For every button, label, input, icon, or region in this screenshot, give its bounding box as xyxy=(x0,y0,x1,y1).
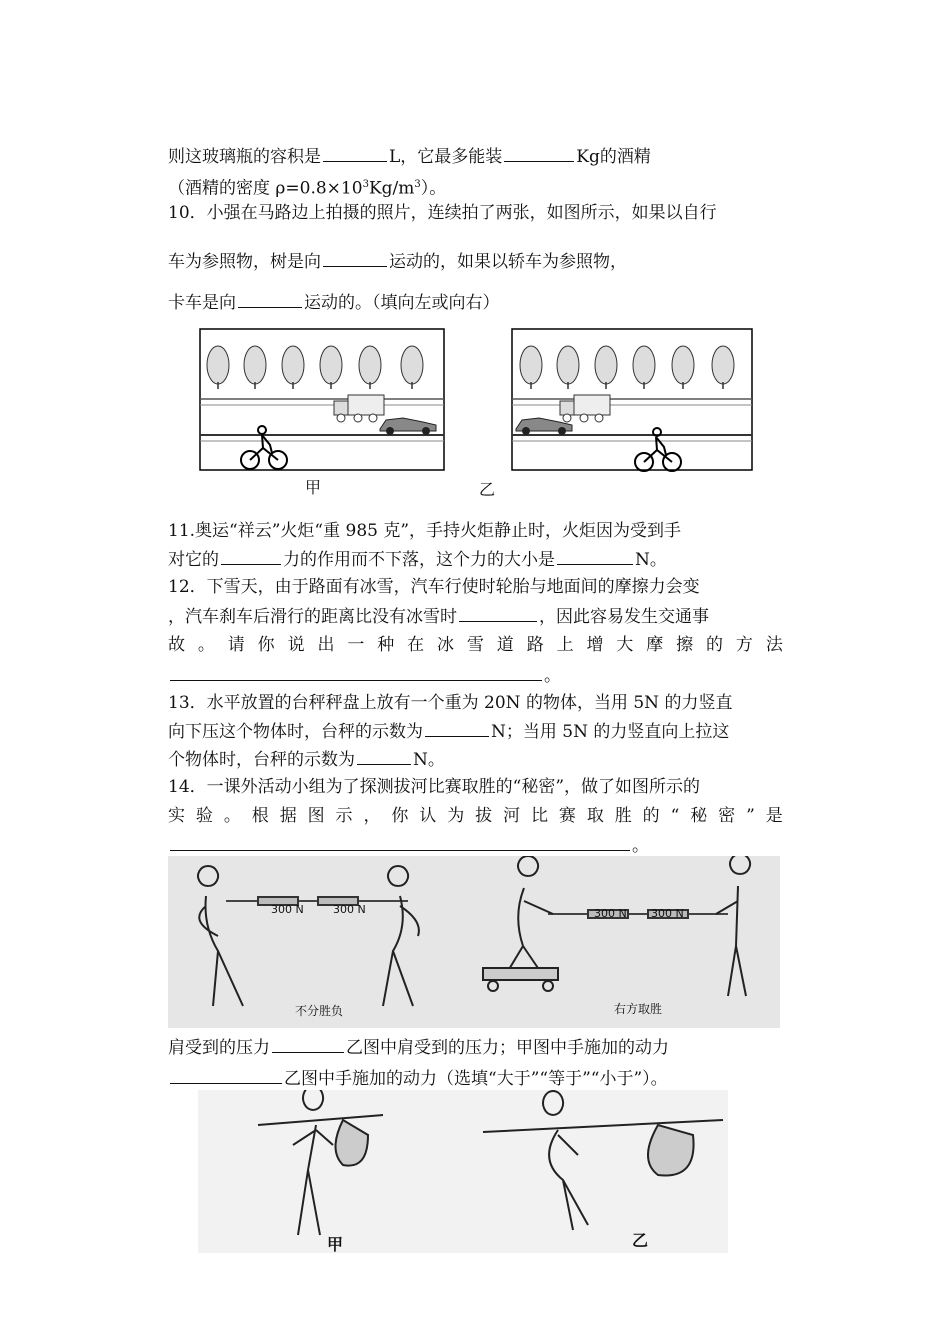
justified-char: 道 xyxy=(496,635,514,655)
justified-char: 一 xyxy=(347,635,365,655)
justified-char: 据 xyxy=(279,806,297,826)
blank-scale-push[interactable] xyxy=(425,720,489,737)
justified-char: 出 xyxy=(317,635,335,655)
justified-char: 种 xyxy=(377,635,395,655)
justified-char: 你 xyxy=(391,806,409,826)
road-panel-left xyxy=(200,329,444,470)
justified-char: 路 xyxy=(526,635,544,655)
justified-char: 比 xyxy=(530,806,548,826)
tug-right-force-1: 300 N xyxy=(594,907,627,920)
road-panel-right xyxy=(512,329,752,471)
q12-line-1: 12．下雪天，由于路面有冰雪，汽车行使时轮胎与地面间的摩擦力会变 xyxy=(168,577,700,597)
justified-char: 验 xyxy=(195,806,213,826)
tug-left-caption: 不分胜负 xyxy=(295,1004,344,1018)
road-label-right: 乙 xyxy=(479,480,496,499)
blank-hand-force[interactable] xyxy=(170,1067,282,1084)
q13-line-1: 13．水平放置的台秤秤盘上放有一个重为 20N 的物体，当用 5N 的力竖直 xyxy=(168,693,733,713)
justified-char: 增 xyxy=(586,635,604,655)
justified-char: 赛 xyxy=(558,806,576,826)
carry-label-left: 甲 xyxy=(327,1235,344,1254)
justified-char: 说 xyxy=(287,635,305,655)
justified-char: 河 xyxy=(503,806,521,826)
blank-force-type[interactable] xyxy=(221,548,281,565)
blank-truck-direction[interactable] xyxy=(238,291,302,308)
tug-left-force-1: 300 N xyxy=(271,903,304,916)
justified-char: 秘 xyxy=(690,806,708,826)
justified-char: 示 xyxy=(335,806,353,826)
q9-line-2: （酒精的密度 $\rho=0.8\times 10^3Kg/m^3$）。 xyxy=(168,178,447,199)
q14-line-2 xyxy=(168,805,783,827)
justified-char: 胜 xyxy=(614,806,632,826)
blank-shoulder-pressure[interactable] xyxy=(272,1036,344,1053)
justified-char: 的 xyxy=(642,806,660,826)
justified-char: “ xyxy=(670,806,680,826)
justified-char: ， xyxy=(363,806,381,826)
q13-line-3: 个物体时，台秤的示数为 N。 xyxy=(168,750,445,770)
justified-char: 冰 xyxy=(437,635,455,655)
justified-char: 为 xyxy=(447,806,465,826)
justified-char: 。 xyxy=(223,806,241,826)
q14-line-3: 。 xyxy=(168,834,649,857)
tug-right-force-2: 300 N xyxy=(651,907,684,920)
justified-char: 擦 xyxy=(676,635,694,655)
q10-line-1: 10．小强在马路边上拍摄的照片，连续拍了两张，如图所示，如果以自行 xyxy=(168,203,717,223)
justified-char: 的 xyxy=(706,635,724,655)
tug-right-caption: 右方取胜 xyxy=(614,1002,663,1016)
blank-mass[interactable] xyxy=(504,145,574,162)
justified-char: 请 xyxy=(227,635,245,655)
q12-line-3 xyxy=(168,634,783,656)
q13-line-2: 向下压这个物体时，台秤的示数为 N；当用 5N 的力竖直向上拉这 xyxy=(168,722,730,742)
q12-line-2: ，汽车刹车后滑行的距离比没有冰雪时 ，因此容易发生交通事 xyxy=(168,607,709,627)
q12-line-4: 。 xyxy=(168,664,561,687)
justified-char: 取 xyxy=(586,806,604,826)
q11-line-2: 对它的 力的作用而不下落，这个力的大小是 N。 xyxy=(168,550,667,570)
q11-line-1: 11.奥运“祥云”火炬“重 985 克”，手持火炬静止时，火炬因为受到手 xyxy=(168,521,682,541)
justified-char: 实 xyxy=(168,806,185,826)
justified-char: 大 xyxy=(616,635,634,655)
q10-line-3: 卡车是向 运动的。（填向左或向右） xyxy=(168,293,500,313)
justified-char: 摩 xyxy=(646,635,664,655)
q10-line-2: 车为参照物，树是向 运动的，如果以轿车为参照物， xyxy=(168,252,627,272)
justified-char: 上 xyxy=(556,635,574,655)
justified-char: 。 xyxy=(197,635,215,655)
justified-char: 图 xyxy=(307,806,325,826)
blank-volume[interactable] xyxy=(323,145,387,162)
blank-friction-method[interactable] xyxy=(170,664,542,681)
justified-char: 方 xyxy=(735,635,753,655)
justified-char: 你 xyxy=(257,635,275,655)
blank-slide-distance[interactable] xyxy=(459,605,537,622)
blank-tree-direction[interactable] xyxy=(323,250,387,267)
carry-figure xyxy=(198,1090,728,1253)
road-figure xyxy=(198,327,758,477)
carry-label-right: 乙 xyxy=(632,1231,649,1250)
q14-line-1: 14．一课外活动小组为了探测拔河比赛取胜的“秘密”，做了如图所示的 xyxy=(168,777,701,797)
tug-of-war-figure xyxy=(168,856,780,1028)
justified-char: 法 xyxy=(765,635,783,655)
road-label-left: 甲 xyxy=(305,478,322,497)
tug-left-force-2: 300 N xyxy=(333,903,366,916)
justified-char: 是 xyxy=(765,806,783,826)
blank-force-size[interactable] xyxy=(557,548,633,565)
blank-tug-secret[interactable] xyxy=(170,834,630,851)
justified-char: 雪 xyxy=(466,635,484,655)
justified-char: 拔 xyxy=(475,806,493,826)
justified-char: 根 xyxy=(251,806,269,826)
justified-char: 在 xyxy=(407,635,425,655)
q15-line-2: 乙图中手施加的动力（选填“大于”“等于”“小于”）。 xyxy=(168,1067,668,1090)
blank-scale-pull[interactable] xyxy=(357,748,411,765)
q9-line-1: 则这玻璃瓶的容积是 L，它最多能装 Kg的酒精 xyxy=(168,147,651,167)
justified-char: ” xyxy=(746,806,755,826)
q15-line-1: 肩受到的压力 乙图中肩受到的压力；甲图中手施加的动力 xyxy=(168,1038,669,1058)
justified-char: 认 xyxy=(419,806,437,826)
justified-char: 密 xyxy=(718,806,736,826)
justified-char: 故 xyxy=(168,635,185,655)
